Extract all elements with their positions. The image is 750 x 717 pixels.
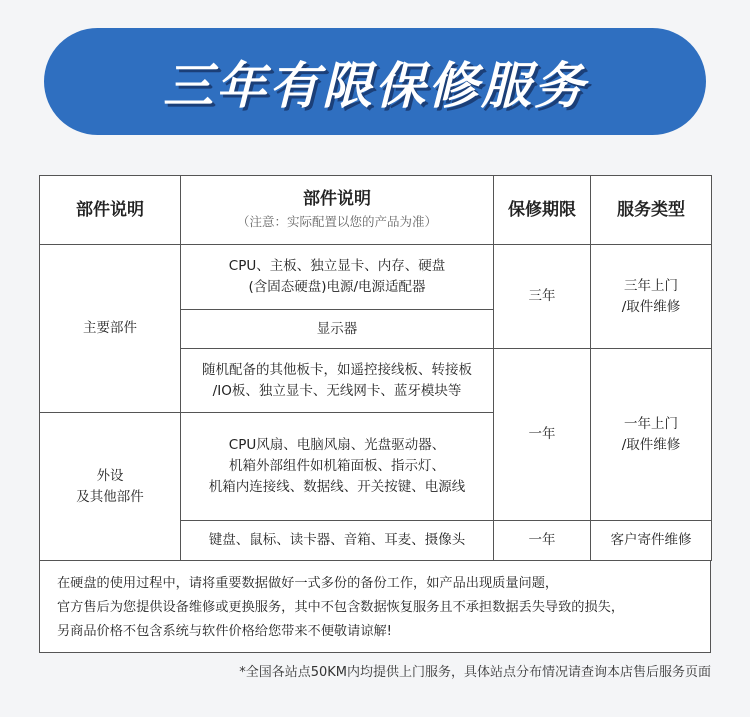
parts-line: CPU、主板、独立显卡、内存、硬盘 [228, 258, 446, 274]
group-main-parts: 主要部件 [40, 245, 181, 413]
parts-cell: 显示器 [181, 310, 494, 349]
header-part-description-note: （注意：实际配置以您的产品为准） [236, 214, 437, 229]
header-part-description-title: 部件说明 [303, 189, 371, 209]
service-line: /取件维修 [621, 298, 681, 315]
service-cell [591, 245, 712, 349]
group-line: 外设 [96, 467, 124, 484]
service-line: 三年上门 [624, 277, 678, 294]
parts-line: 机箱外部组件如机箱面板、指示灯、 [229, 458, 445, 474]
group-peripherals [40, 413, 181, 561]
service-cell: 客户寄件维修 [591, 521, 712, 561]
table-row [40, 245, 712, 310]
header-part-category: 部件说明 [40, 176, 181, 245]
table-header-row [40, 176, 712, 245]
service-line: /取件维修 [621, 436, 681, 453]
parts-line: /IO板、独立显卡、无线网卡、蓝牙模块等 [212, 382, 462, 399]
warranty-table [39, 175, 712, 561]
parts-cell: 键盘、鼠标、读卡器、音箱、耳麦、摄像头 [181, 521, 494, 561]
parts-line: CPU风扇、电脑风扇、光盘驱动器、 [228, 437, 446, 453]
notice-line: 官方售后为您提供设备维修或更换服务，其中不包含数据恢复服务且不承担数据丢失导致的损失， [57, 600, 625, 615]
header-warranty-period: 保修期限 [494, 176, 591, 245]
service-line: 一年上门 [624, 415, 678, 432]
data-backup-notice [39, 560, 711, 653]
parts-cell [181, 245, 494, 310]
title-banner [44, 28, 706, 135]
parts-cell [181, 413, 494, 521]
notice-line: 在硬盘的使用过程中，请将重要数据做好一式多份的备份工作，如产品出现质量问题， [57, 576, 559, 591]
parts-line: 机箱内连接线、数据线、开关按键、电源线 [208, 479, 466, 495]
header-part-description [181, 176, 494, 245]
parts-line: 随机配备的其他板卡，如遥控接线板、转接板 [202, 361, 472, 378]
service-footnote: *全国各站点50KM内均提供上门服务，具体站点分布情况请查询本店售后服务页面 [239, 665, 711, 680]
period-cell: 一年 [494, 349, 591, 521]
period-cell: 三年 [494, 245, 591, 349]
banner-title: 三年有限保修服务 [163, 56, 587, 115]
service-cell [591, 349, 712, 521]
parts-cell [181, 349, 494, 413]
group-line: 及其他部件 [76, 488, 144, 505]
notice-line: 另商品价格不包含系统与软件价格给您带来不便敬请谅解! [57, 624, 392, 639]
header-service-type: 服务类型 [591, 176, 712, 245]
period-cell: 一年 [494, 521, 591, 561]
parts-line: (含固态硬盘)电源/电源适配器 [248, 279, 426, 295]
